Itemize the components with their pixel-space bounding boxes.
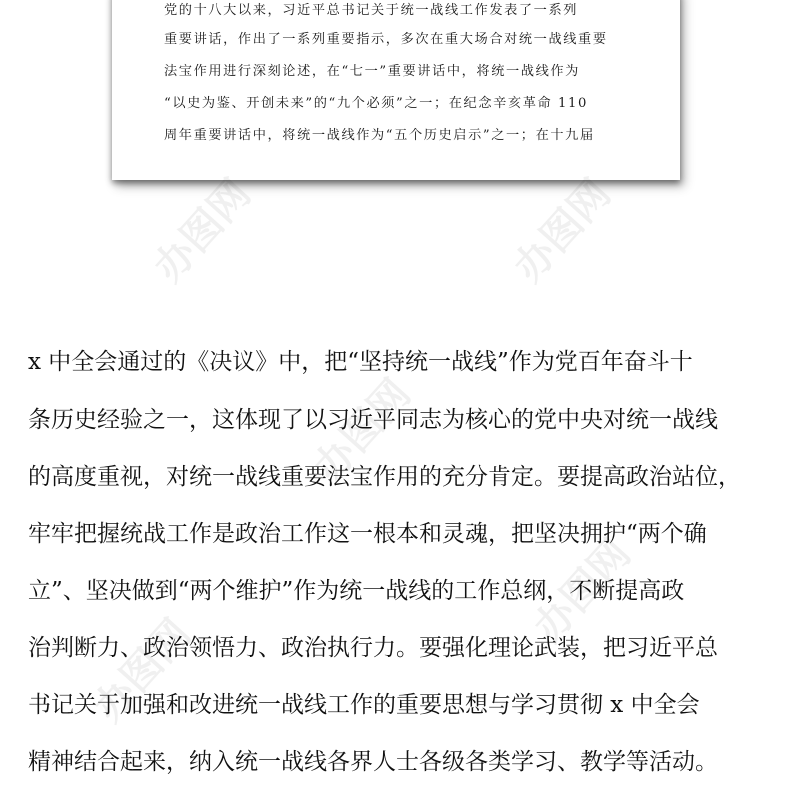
- body-line-7: 书记关于加强和改进统一战线工作的重要思想与学习贯彻 x 中全会: [28, 692, 700, 718]
- body-line-5: 立”、坚决做到“两个维护”作为统一战线的工作总纲，不断提高政: [28, 578, 685, 604]
- body-line-1: x 中全会通过的《决议》中，把“坚持统一战线”作为党百年奋斗十: [28, 349, 693, 375]
- body-line-3: 的高度重视，对统一战线重要法宝作用的充分肯定。要提高政治站位，: [28, 464, 741, 490]
- watermark-1: 办图网: [145, 170, 260, 291]
- watermark-3: 办图网: [305, 370, 420, 491]
- excerpt-card: [112, 0, 680, 180]
- body-line-8: 精神结合起来，纳入统一战线各界人士各级各类学习、教学等活动。: [28, 749, 718, 775]
- card-line-2: 重要讲话，作出了一系列重要指示，多次在重大场合对统一战线重要: [164, 32, 608, 47]
- card-line-5: 周年重要讲话中，将统一战线作为“五个历史启示”之一；在十九届: [164, 128, 595, 143]
- watermark-5: 办图网: [525, 530, 640, 651]
- watermark-2: 办图网: [505, 170, 620, 291]
- body-line-6: 治判断力、政治领悟力、政治执行力。要强化理论武装，把习近平总: [28, 635, 718, 661]
- body-line-2: 条历史经验之一，这体现了以习近平同志为核心的党中央对统一战线: [28, 407, 718, 433]
- card-line-3: 法宝作用进行深刻论述，在“七一”重要讲话中，将统一战线作为: [164, 64, 580, 79]
- body-line-4: 牢牢把握统战工作是政治工作这一根本和灵魂，把坚决拥护“两个确: [28, 521, 707, 547]
- card-line-4: “以史为鉴、开创未来”的“九个必须”之一；在纪念辛亥革命 110: [164, 96, 589, 111]
- watermark-4: 办图网: [85, 610, 200, 731]
- card-line-1: 党的十八大以来，习近平总书记关于统一战线工作发表了一系列: [164, 3, 579, 18]
